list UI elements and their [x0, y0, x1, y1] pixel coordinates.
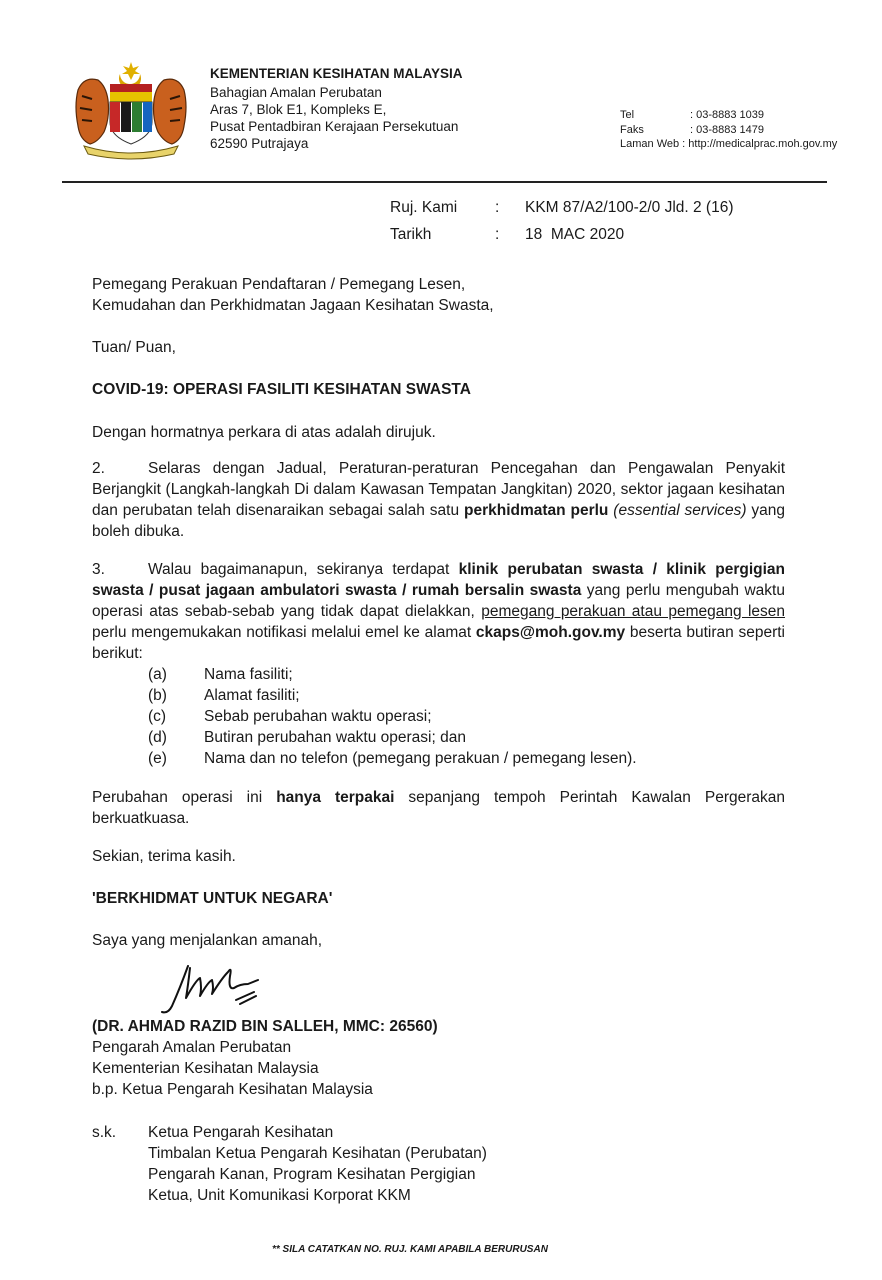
email-address: ckaps@moh.gov.my: [475, 624, 626, 641]
para-text: Perubahan operasi ini: [92, 789, 277, 806]
opening-line: Dengan hormatnya perkara di atas adalah dirujuk.: [92, 424, 436, 441]
list-item: [148, 748, 637, 769]
para-text: Selaras dengan Jadual, Peraturan-peraturan Pencegahan dan Pengawalan Penyakit Berjangkit (Langkah-langkah Di dalam Kawasan Tempatan Jangkitan) 2020, sektor jagaan kesihatan dan perubatan telah disenaraikan sebagai salah satu: [92, 460, 785, 519]
paragraph-3: [92, 559, 785, 664]
date-label: Tarikh: [390, 226, 432, 243]
para-number: 2.: [92, 460, 105, 477]
para-text: yang perlu mengubah waktu operasi atas sebab-sebab yang tidak dapat dielakkan,: [92, 582, 785, 620]
list-marker: (e): [148, 750, 167, 767]
list-marker: (a): [148, 666, 167, 683]
para-bold: klinik perubatan swasta / klinik pergigian swasta / pusat jagaan ambulatori swasta / rumah bersalin swasta: [92, 561, 785, 599]
closing-paragraph: [92, 787, 785, 829]
para-text: yang boleh dibuka.: [92, 502, 786, 540]
list-item: [148, 664, 293, 685]
date-sep: :: [495, 226, 500, 243]
tel-label: Tel: [620, 109, 635, 121]
fax-label: Faks: [620, 123, 644, 136]
list-item: [148, 685, 300, 706]
para-bold: perkhidmatan perlu: [463, 502, 609, 519]
trust-line: Saya yang menjalankan amanah,: [92, 932, 323, 949]
cc-recipient: Pengarah Kanan, Program Kesihatan Pergigian: [148, 1166, 476, 1183]
address-line: 62590 Putrajaya: [210, 136, 309, 151]
date-value: 18 MAC 2020: [525, 226, 625, 243]
handwritten-signature: [160, 958, 290, 1018]
ref-value: KKM 87/A2/100-2/0 Jld. 2 (16): [525, 199, 734, 216]
cc-recipient: Ketua, Unit Komunikasi Korporat KKM: [148, 1187, 411, 1204]
list-text: Nama dan no telefon (pemegang perakuan / pemegang lesen).: [204, 750, 637, 767]
list-item: [148, 727, 466, 748]
coat-of-arms-logo: [68, 60, 194, 160]
thanks-line: Sekian, terima kasih.: [92, 848, 236, 865]
date-row: [390, 226, 624, 244]
tel-value: : 03-8883 1039: [690, 109, 765, 121]
address-line: Pusat Pentadbiran Kerajaan Persekutuan: [210, 119, 459, 134]
list-text: Butiran perubahan waktu operasi; dan: [204, 729, 466, 746]
ministry-name: KEMENTERIAN KESIHATAN MALAYSIA: [210, 66, 463, 81]
reference-row: [390, 199, 734, 217]
ref-sep: :: [495, 199, 500, 216]
salutation: Tuan/ Puan,: [92, 339, 176, 356]
list-text: Sebab perubahan waktu operasi;: [204, 708, 432, 725]
ref-label: Ruj. Kami: [390, 199, 458, 216]
para-text: perlu mengemukakan notifikasi melalui emel ke alamat: [92, 624, 476, 641]
fax-value: : 03-8883 1479: [690, 123, 765, 136]
para-text: Walau bagaimanapun, sekiranya terdapat: [148, 561, 459, 578]
list-marker: (d): [148, 729, 167, 746]
footer-note: ** SILA CATATKAN NO. RUJ. KAMI APABILA BERURUSAN: [272, 1244, 548, 1255]
para-bold: hanya terpakai: [276, 789, 395, 806]
web-label: Laman Web: [620, 138, 680, 150]
contact-block: [620, 108, 837, 152]
subject-heading: COVID-19: OPERASI FASILITI KESIHATAN SWASTA: [92, 381, 471, 398]
cc-recipient: Timbalan Ketua Pengarah Kesihatan (Perubatan): [148, 1145, 487, 1162]
signatory-name: (DR. AHMAD RAZID BIN SALLEH, MMC: 26560): [92, 1018, 438, 1035]
para-italic: (essential services): [613, 502, 747, 519]
list-item: [148, 706, 432, 727]
signatory-title: b.p. Ketua Pengarah Kesihatan Malaysia: [92, 1081, 373, 1098]
web-value: : http://medicalprac.moh.gov.my: [682, 138, 838, 150]
para-number: 3.: [92, 561, 105, 578]
cc-recipient: Ketua Pengarah Kesihatan: [148, 1124, 334, 1141]
header-divider: [62, 181, 827, 183]
signatory-title: Kementerian Kesihatan Malaysia: [92, 1060, 319, 1077]
para-underline: pemegang perakuan atau pemegang lesen: [481, 603, 785, 620]
recipient-line: Pemegang Perakuan Pendaftaran / Pemegang Lesen,: [92, 276, 466, 293]
para-text: beserta butiran seperti berikut:: [92, 624, 785, 662]
motto: 'BERKHIDMAT UNTUK NEGARA': [92, 890, 333, 907]
recipient-line: Kemudahan dan Perkhidmatan Jagaan Kesihatan Swasta,: [92, 297, 494, 314]
list-text: Nama fasiliti;: [204, 666, 293, 683]
address-line: Aras 7, Blok E1, Kompleks E,: [210, 102, 387, 117]
signatory-title: Pengarah Amalan Perubatan: [92, 1039, 292, 1056]
paragraph-2: [92, 458, 785, 542]
para-text: sepanjang tempoh Perintah Kawalan Pergerakan berkuatkuasa.: [92, 789, 785, 827]
cc-label: s.k.: [92, 1124, 117, 1141]
list-text: Alamat fasiliti;: [204, 687, 300, 704]
list-marker: (b): [148, 687, 167, 704]
list-marker: (c): [148, 708, 167, 725]
address-line: Bahagian Amalan Perubatan: [210, 85, 382, 100]
